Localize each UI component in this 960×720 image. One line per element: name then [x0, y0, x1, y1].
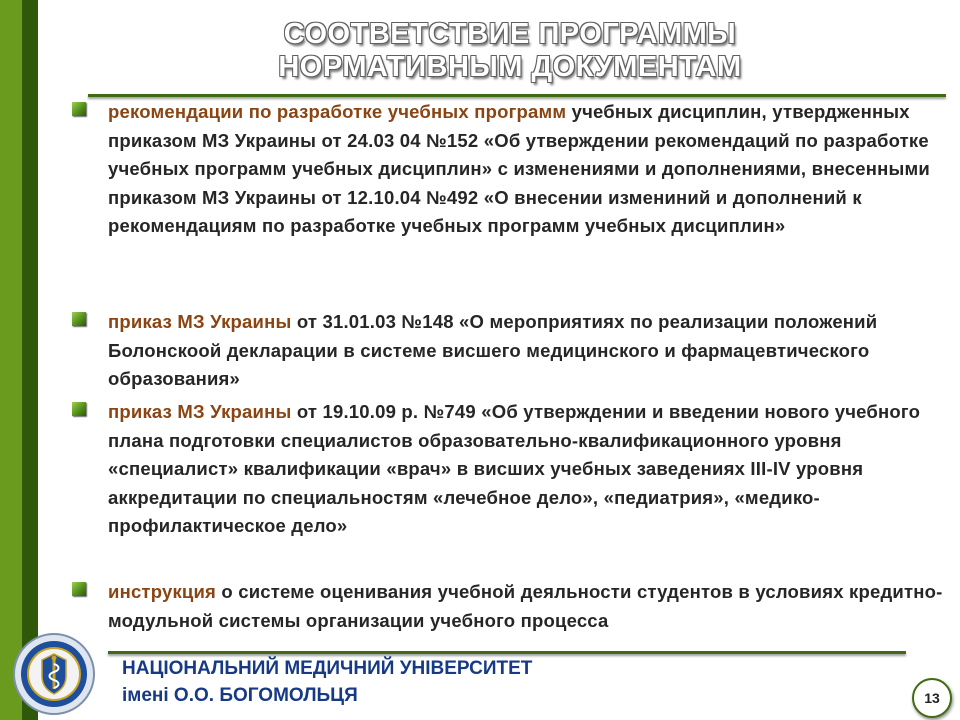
square-bullet-icon — [72, 582, 86, 596]
bullet-lead: рекомендации по разработке учебных программ — [108, 101, 567, 122]
bullet-lead: приказ МЗ Украины — [108, 311, 292, 332]
bullet-text — [108, 398, 952, 541]
university-name-line-2: імені О.О. БОГОМОЛЬЦЯ — [122, 685, 358, 706]
university-crest-icon — [12, 632, 96, 716]
bullet-body: от 31.01.03 №148 «О мероприятиях по реализации положений Болонскоой декларации в системе висшего медицинского и фармацевтического образования» — [108, 311, 878, 389]
square-bullet-icon — [72, 402, 86, 416]
bullet-item — [72, 398, 952, 541]
bullet-body: от 19.10.09 р. №749 «Об утверждении и введении нового учебного плана подготовки специалистов образовательно-квалификационного уровня «специалист» квалификации «врач» в висших учебных заведениях III-IV уровня аккредитации по специальностям «лечебное дело», «педиатрия», «медико-профилактическое дело» — [108, 401, 921, 536]
bullet-lead: приказ МЗ Украины — [108, 401, 292, 422]
bullet-text — [108, 308, 952, 394]
title-divider — [88, 94, 946, 97]
square-bullet-icon — [72, 312, 86, 326]
bullet-body: о системе оценивания учебной деяльности студентов в условиях кредитно-модульной системы организации учебного процесса — [108, 581, 943, 631]
side-bar-light — [0, 0, 22, 720]
title-line-2: НОРМАТИВНЫМ ДОКУМЕНТАМ — [278, 51, 742, 83]
bullet-text — [108, 98, 952, 241]
bullet-body: учебных дисциплин, утвердженных приказом МЗ Украины от 24.03 04 №152 «Об утверждении рекомендаций по разработке учебных программ учебных дисциплин» с изменениями и дополнениями, внесенными приказом МЗ Украины от 12.10.04 №492 «О внесении измениний и дополнений к рекомендациям по разработке учебных программ учебных дисциплин» — [108, 101, 930, 236]
square-bullet-icon — [72, 102, 86, 116]
slide-title — [200, 18, 820, 84]
university-name — [122, 655, 532, 709]
bullet-item — [72, 578, 952, 635]
bullet-item — [72, 308, 952, 394]
footer-divider — [108, 651, 906, 654]
side-bar-dark — [22, 0, 38, 720]
bullet-lead: инструкция — [108, 581, 217, 602]
page-number: 13 — [912, 678, 952, 718]
bullet-text — [108, 578, 952, 635]
university-name-line-1: НАЦІОНАЛЬНИЙ МЕДИЧНИЙ УНІВЕРСИТЕТ — [122, 658, 533, 679]
bullet-item — [72, 98, 952, 241]
title-line-1: СООТВЕТСТВИЕ ПРОГРАММЫ — [283, 18, 737, 50]
